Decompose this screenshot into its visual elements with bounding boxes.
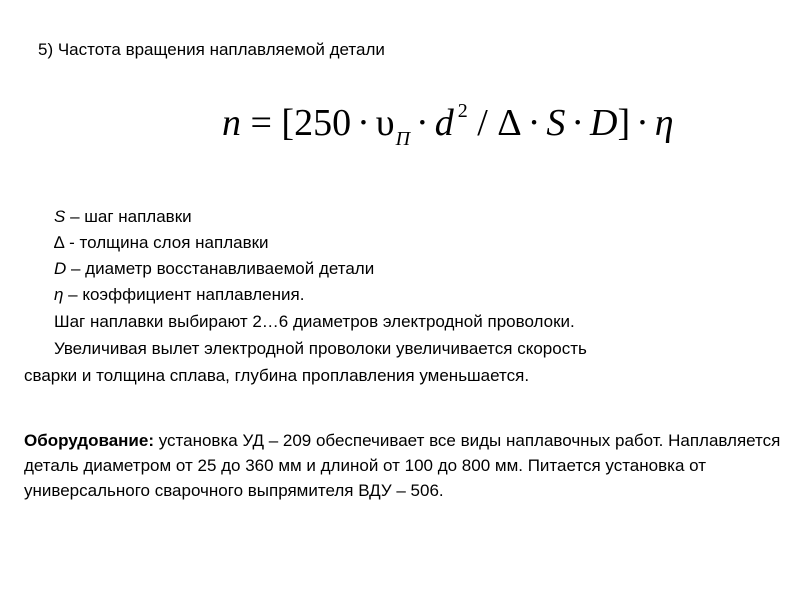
rotation-frequency-formula: [222, 100, 702, 170]
formula-dot-2: ·: [416, 102, 429, 144]
note-step: Шаг наплавки выбирают 2…6 диаметров электродной проволоки.: [54, 312, 575, 331]
formula-dot-5: ·: [636, 102, 649, 144]
note-stickout: Увеличивая вылет электродной проволоки увеличивается скорость: [54, 339, 587, 358]
formula-n: n: [222, 102, 241, 144]
definition-delta: [54, 233, 269, 253]
formula-slash: /: [467, 102, 498, 144]
formula-S: S: [546, 102, 566, 144]
formula-upsilon: υ: [375, 102, 395, 144]
definition-text: - толщина слоя наплавки: [64, 233, 269, 252]
definition-text: – шаг наплавки: [65, 207, 192, 226]
equipment-text: установка УД – 209 обеспечивает все виды наплавочных работ. Наплавляется деталь диаметром от 25 до 360 мм и длиной от 100 до 800 мм. Питается установка от универсального сварочного выпрямителя ВДУ – 506.: [24, 431, 781, 500]
equipment-label: Оборудование:: [24, 431, 154, 450]
formula-D: D: [590, 102, 618, 144]
formula-eta: η: [654, 102, 674, 144]
formula-d: d: [434, 102, 454, 144]
note-stickout-continued: сварки и толщина сплава, глубина проплавления уменьшается.: [24, 366, 530, 385]
formula-delta: Δ: [497, 102, 522, 144]
definition-symbol: D: [54, 259, 67, 278]
formula-dot-3: ·: [527, 102, 541, 144]
definition-symbol: η: [54, 285, 64, 304]
definition-eta: [54, 285, 304, 305]
equipment-paragraph: [24, 428, 784, 503]
formula-dot-4: ·: [571, 102, 584, 144]
formula-upsilon-sub: П: [395, 128, 411, 150]
formula-dot-1: ·: [357, 102, 370, 144]
formula-d-sup: 2: [457, 100, 468, 122]
formula-eq: = [250: [241, 102, 352, 144]
section-heading: 5) Частота вращения наплавляемой детали: [38, 40, 385, 59]
definition-symbol: S: [54, 207, 66, 226]
definition-symbol: ∆: [54, 233, 65, 252]
definition-text: – коэффициент наплавления.: [63, 285, 305, 304]
definition-text: – диаметр восстанавливаемой детали: [66, 259, 375, 278]
definition-s: [54, 207, 192, 227]
formula-close: ]: [617, 102, 631, 144]
definition-d: [54, 259, 374, 279]
